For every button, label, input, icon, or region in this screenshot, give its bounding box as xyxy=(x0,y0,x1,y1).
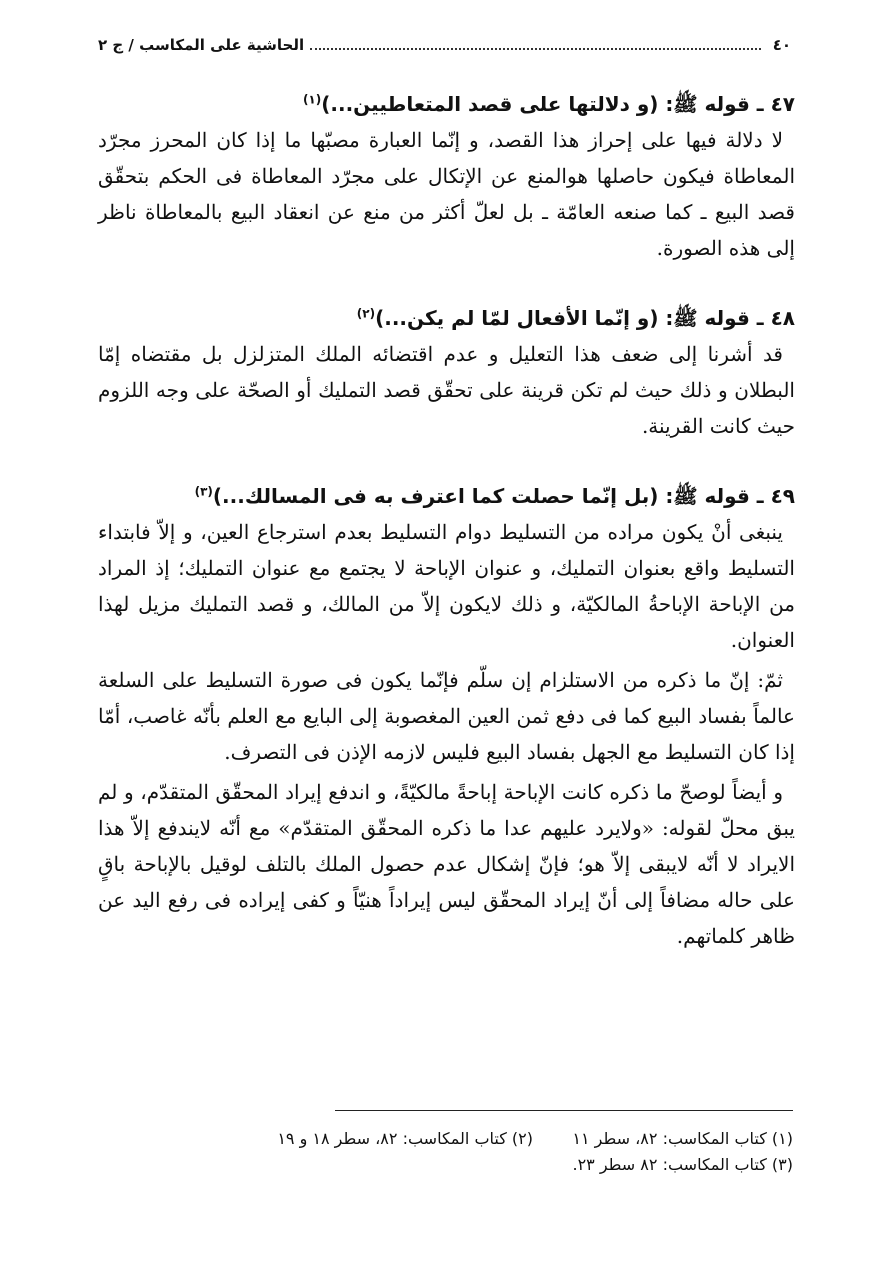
footnotes xyxy=(140,1126,793,1178)
paragraph: لا دلالة فيها على إحراز هذا القصد، و إنّما العبارة مصبّها ما إذا كان المحرز مجرّد المعاطاة فيكون حاصلها هوالمنع عن الإتكال على مجرّد المعاطاة فى الحكم بتحقّق قصد البيع ـ كما صنعه العامّة ـ بل لعلّ أكثر من منع عن انعقاد البيع بالمعاطاة ناظر إلى هذه الصورة. xyxy=(98,128,795,260)
page-body xyxy=(98,86,795,954)
footnote-ref-1: (١) xyxy=(302,92,322,107)
section-heading-49: ٤٩ ـ قوله ﷺ: (بل إنّما حصلت كما اعترف به فى المسالك...)$^{(٣)}$ xyxy=(194,484,795,508)
footnote-ref-3: (٣) xyxy=(194,484,213,499)
footnote-3: (٣) كتاب المكاسب: ٨٢ سطر ٢٣. xyxy=(572,1155,793,1174)
leader-dots xyxy=(310,47,761,50)
paragraph: ينبغى أنْ يكون مراده من التسليط دوام التسليط بعدم استرجاع العين، و إلاّ فابتداء التسليط واقع بعنوان التمليك، و عنوان الإباحة لا يجتمع مع عنوان التمليك؛ إذ المراد من الإباحة الإباحةُ المالكيّة، و ذلك لايكون إلاّ من المالك، و قصد التمليك مزيل لهذا العنوان. xyxy=(98,520,795,652)
section-heading-47: ٤٧ ـ قوله ﷺ: (و دلالتها على قصد المتعاطيين...)$^{(١)}$ xyxy=(302,92,795,116)
footnote-1: (١) كتاب المكاسب: ٨٢، سطر ١١ xyxy=(572,1129,793,1148)
page-number: ٤٠ xyxy=(772,36,791,54)
paragraph: و أيضاً لوصحّ ما ذكره كانت الإباحة إباحةً مالكيّةً، و اندفع إيراد المحقّق المتقدّم، و لم يبق محلّ لقوله: «ولايرد عليهم عدا ما ذكره المحقّق المتقدّم» مع أنّه لايندفع إلاّ هذا الايراد لا أنّه لايبقى إلاّ هو؛ فإنّ إشكال عدم حصول الملك بالتلف لوقيل بالإباحة باقٍ على حاله مضافاً إلى أنّ إيراد المحقّق ليس إيراداً هنيّاً و كفى إيراده فى رفع اليد عن ظاهر كلماتهم. xyxy=(98,780,795,948)
footnote-2: (٢) كتاب المكاسب: ٨٢، سطر ١٨ و ١٩ xyxy=(277,1129,533,1148)
section-heading-48: ٤٨ ـ قوله ﷺ: (و إنّما الأفعال لمّا لم يكن...)$^{(٢)}$ xyxy=(356,306,795,330)
running-header xyxy=(98,36,791,66)
footnote-ref-2: (٢) xyxy=(356,306,376,321)
running-title: الحاشية على المكاسب / ج ٢ xyxy=(98,36,305,54)
footnote-separator xyxy=(335,1110,793,1111)
paragraph: قد أشرنا إلى ضعف هذا التعليل و عدم اقتضائه الملك المتزلزل بل مقتضاه إمّا البطلان و ذلك حيث لم تكن قرينة على تحقّق قصد التمليك أو الصحّة على وجه اللزوم حيث كانت القرينة. xyxy=(98,342,795,438)
paragraph: ثمّ: إنّ ما ذكره من الاستلزام إن سلّم فإنّما يكون فى صورة التسليط على السلعة عالماً بفساد البيع كما فى دفع ثمن العين المغصوبة إلى البايع مع العلم بأنّه غاصب، أمّا إذا كان التسليط مع الجهل بفساد البيع فليس لازمه الإذن فى التصرف. xyxy=(98,668,795,764)
